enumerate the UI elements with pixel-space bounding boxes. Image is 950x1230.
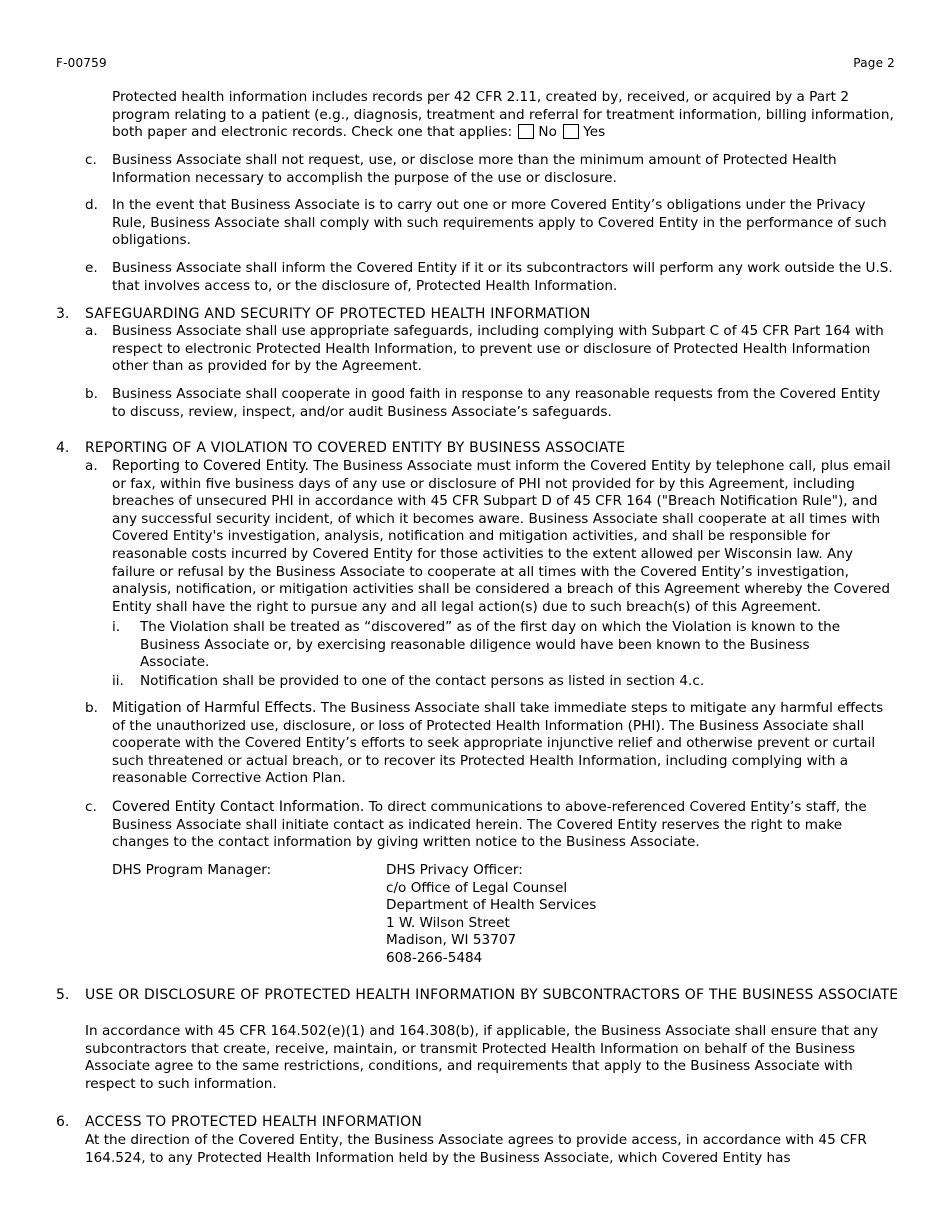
item-label: a. (85, 458, 98, 474)
section-number: 3. (56, 306, 70, 322)
no-label: No (538, 124, 557, 141)
item-label: e. (85, 260, 98, 276)
section4-b-lead: Mitigation of Harmful Effects. (112, 700, 317, 716)
form-id: F-00759 (56, 56, 107, 70)
subitem-label: ii. (112, 673, 124, 689)
section4-c-text (112, 799, 898, 852)
section5-text: In accordance with 45 CFR 164.502(e)(1) and 164.308(b), if applicable, the Business Associate shall ensure that any subcontractors that create, receive, maintain, or transmit Protected Health Information on behalf of the Business Associate agree to the same restrictions, conditions, and requirements that apply to the Business Associate with respect to such information. (85, 1023, 879, 1092)
no-checkbox[interactable] (518, 124, 534, 139)
section4-a-text (112, 458, 898, 616)
part2-text: Protected health information includes records per 42 CFR 2.11, created by, received, or acquired by a Part 2 program relating to a patient (e.g., diagnosis, treatment and referral for treatment information, billing information, both paper and electronic records. Check one that applies: (112, 89, 894, 141)
section4-a-body: The Business Associate must inform the Covered Entity by telephone call, plus email or fax, within five business days of any use or disclosure of PHI not provided for by this Agreement, including breaches of unsecured PHI in accordance with 45 CFR Subpart D of 45 CFR 164 ("Breach Notification Rule"), and any successful security incident, of which it becomes aware. Business Associate shall cooperate at all times with Covered Entity's investigation, analysis, notification and mitigation activities, and shall be responsible for reasonable costs incurred by Covered Entity for those activities to the extent allowed per Wisconsin law. Any failure or refusal by the Business Associate to cooperate at all times with the Covered Entity’s investigation, analysis, notification, or mitigation activities shall be considered a breach of this Agreement whereby the Covered Entity shall have the right to pursue any and all legal action(s) due to such breach(s) of this Agreement. (112, 458, 891, 615)
section6-title: ACCESS TO PROTECTED HEALTH INFORMATION (85, 1114, 423, 1130)
item-label: b. (85, 700, 98, 716)
section-number: 4. (56, 440, 70, 456)
section2-e-text: Business Associate shall inform the Covered Entity if it or its subcontractors will perform any work outside the U.S. that involves access to, or the disclosure of, Protected Health Information. (112, 260, 893, 294)
section4-a-i-text: The Violation shall be treated as “discovered” as of the first day on which the Violation is known to the Business Associate or, by exercising reasonable diligence would have been known to the Business Associate. (140, 619, 841, 671)
privacy-officer-department: Department of Health Services (386, 897, 597, 914)
section-number: 6. (56, 1114, 70, 1130)
section3-a-text: Business Associate shall use appropriate safeguards, including complying with Subpart C of 45 CFR Part 164 with respect to electronic Protected Health Information, to prevent use or disclosure of Protected Health Information other than as provided for by the Agreement. (112, 323, 884, 375)
item-label: a. (85, 323, 98, 339)
section5-title: USE OR DISCLOSURE OF PROTECTED HEALTH INFORMATION BY SUBCONTRACTORS OF THE BUSINESS ASSOCIATE (85, 987, 899, 1003)
privacy-officer-office: c/o Office of Legal Counsel (386, 879, 568, 896)
page-number: Page 2 (853, 56, 895, 70)
section2-c-text: Business Associate shall not request, use, or disclose more than the minimum amount of Protected Health Information necessary to accomplish the purpose of the use or disclosure. (112, 152, 837, 186)
item-label: d. (85, 197, 98, 213)
privacy-officer-contact (386, 862, 686, 968)
section3-b-text: Business Associate shall cooperate in good faith in response to any reasonable requests from the Covered Entity to discuss, review, inspect, and/or audit Business Associate’s safeguards. (112, 386, 881, 420)
item-label: c. (85, 799, 97, 815)
section4-title: REPORTING OF A VIOLATION TO COVERED ENTITY BY BUSINESS ASSOCIATE (85, 440, 626, 456)
subitem-label: i. (112, 619, 121, 635)
privacy-officer-title: DHS Privacy Officer: (386, 862, 523, 878)
section2-d-text: In the event that Business Associate is to carry out one or more Covered Entity’s obligations under the Privacy Rule, Business Associate shall comply with such requirements apply to Covered Entity in the performance of such obligations. (112, 197, 887, 249)
section-number: 5. (56, 987, 70, 1003)
section4-a-lead: Reporting to Covered Entity. (112, 458, 309, 474)
item-label: b. (85, 386, 98, 402)
part2-paragraph (112, 89, 898, 142)
section4-a-ii-text: Notification shall be provided to one of the contact persons as listed in section 4.c. (140, 673, 705, 689)
item-label: c. (85, 152, 97, 168)
program-manager-label: DHS Program Manager: (112, 862, 272, 878)
privacy-officer-phone: 608-266-5484 (386, 949, 483, 966)
privacy-officer-street: 1 W. Wilson Street (386, 914, 510, 931)
yes-label: Yes (583, 124, 606, 141)
privacy-officer-city: Madison, WI 53707 (386, 932, 517, 949)
yes-checkbox[interactable] (563, 124, 579, 139)
section4-c-lead: Covered Entity Contact Information. (112, 799, 365, 815)
section3-title: SAFEGUARDING AND SECURITY OF PROTECTED HEALTH INFORMATION (85, 306, 591, 322)
section6-text: At the direction of the Covered Entity, the Business Associate agrees to provide access, in accordance with 45 CFR 164.524, to any Protected Health Information held by the Business Associate, which Covered Entity has (85, 1132, 867, 1166)
section4-b-body: The Business Associate shall take immediate steps to mitigate any harmful effects of the unauthorized use, disclosure, or loss of Protected Health Information (PHI). The Business Associate shall cooperate with the Covered Entity’s efforts to seek appropriate injunctive relief and otherwise prevent or curtail such threatened or actual breach, or to recover its Protected Health Information, including complying with a reasonable Corrective Action Plan. (112, 700, 884, 787)
section4-c-body: To direct communications to above-referenced Covered Entity’s staff, the Business Associate shall initiate contact as indicated herein. The Covered Entity reserves the right to make changes to the contact information by giving written notice to the Business Associate. (112, 799, 867, 851)
section4-b-text (112, 700, 898, 788)
